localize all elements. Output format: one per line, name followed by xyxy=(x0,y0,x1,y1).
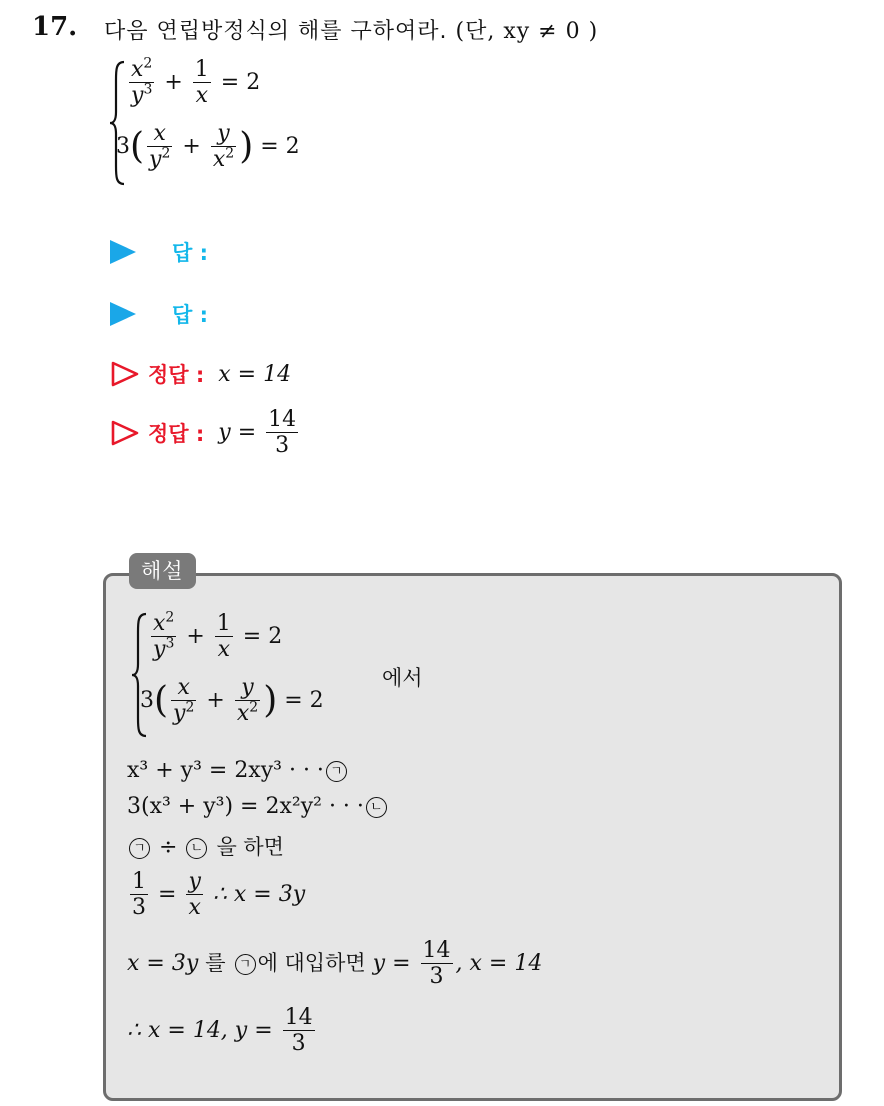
problem-instruction xyxy=(104,14,598,45)
solution-line-1: x³ + y³ = 2xy³ · · · ㄱ xyxy=(127,758,349,783)
correct-answer-value: x = 14 xyxy=(218,361,292,387)
outline-arrow-icon xyxy=(110,419,140,447)
circle-label-1: ㄱ xyxy=(326,761,347,782)
correct-answer-row-2 xyxy=(110,408,301,458)
answer-label: 답 : xyxy=(172,303,208,327)
solution-eseo: 에서 xyxy=(382,666,423,690)
solution-line-6: ∴ x = 14, y = $\frac{14}{3}$ xyxy=(127,1005,313,1057)
solution-eq-2: 3( $\frac{x}{y^2}$ + $\frac{y}{x^2}$ ) = 2 xyxy=(140,675,324,727)
solution-line-5: x = 3y 를 ㄱ 에 대입하면 y = $\frac{14}{3}$ , x = 14 xyxy=(127,938,543,990)
answer-label: 답 : xyxy=(172,241,208,265)
instruction-text: 다음 연립방정식의 해를 구하여라. xyxy=(104,19,448,44)
problem-number: 17. xyxy=(32,12,78,42)
correct-answer-label: 정답 : xyxy=(148,363,205,387)
system-eq-2: 3( $\frac{x}{y^2}$ + $\frac{y}{x^2}$ ) = 2 xyxy=(116,121,300,173)
play-arrow-icon xyxy=(110,302,136,326)
solution-line-3: ㄱ ÷ ㄴ 을 하면 xyxy=(127,831,284,861)
outline-arrow-icon xyxy=(110,360,140,388)
solution-line-4: $\frac{1}{3}$ = $\frac{y}{x}$ ∴ x = 3y xyxy=(132,869,306,921)
correct-answer-value: y = $\frac{14}{3}$ xyxy=(218,407,297,459)
circle-label-2: ㄴ xyxy=(366,797,387,818)
correct-answer-label: 정답 : xyxy=(148,422,205,447)
solution-tag: 해설 xyxy=(129,553,196,589)
solution-line-2: 3(x³ + y³) = 2x²y² · · · ㄴ xyxy=(127,794,389,819)
correct-answer-row-1 xyxy=(110,359,291,389)
solution-eq-1: $\frac{x^2}{y^3}$ + $\frac{1}{x}$ = 2 xyxy=(153,609,283,663)
system-eq-1: $\frac{x^2}{y^3}$ + $\frac{1}{x}$ = 2 xyxy=(131,55,261,109)
answer-row-2[interactable] xyxy=(110,299,208,329)
play-arrow-icon xyxy=(110,240,136,264)
answer-row-1[interactable] xyxy=(110,237,208,267)
problem-condition: (단, xy ≠ 0 ) xyxy=(455,19,599,44)
